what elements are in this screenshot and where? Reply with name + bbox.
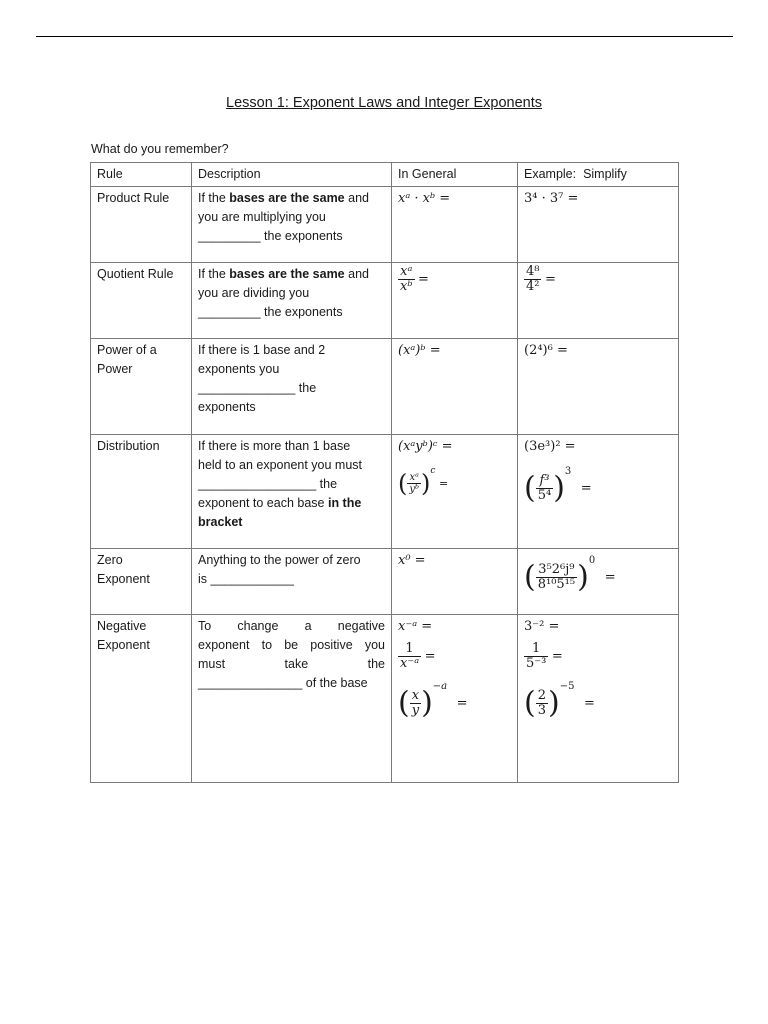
equals-sign: = <box>456 696 468 711</box>
description-line: exponents you <box>198 362 280 376</box>
exponent: 0 <box>588 555 596 566</box>
description-line: _________________ the <box>198 477 338 491</box>
rule-description <box>192 339 392 435</box>
general-formula <box>392 549 518 615</box>
bold-text: in the <box>327 496 362 510</box>
equals-sign: = <box>424 648 436 664</box>
text: If the <box>198 191 230 205</box>
description-line: _______________ of the base <box>198 676 368 690</box>
description-line: you are dividing you <box>198 286 310 300</box>
formula: 3⁴ · 3⁷ = <box>524 191 579 206</box>
rule-description <box>192 187 392 263</box>
equals-sign: = <box>583 696 595 711</box>
example-expression <box>518 263 679 339</box>
header-example-rest: Simplify <box>583 167 627 181</box>
fraction <box>524 265 541 294</box>
formula: 3⁻² = <box>524 619 560 634</box>
table-row <box>91 435 679 549</box>
equals-sign: = <box>418 271 429 287</box>
rule-name: Quotient Rule <box>91 263 192 339</box>
rule-name: Distribution <box>91 435 192 549</box>
denominator: 4² <box>526 279 540 294</box>
right-paren: ) <box>421 685 433 721</box>
text: exponent to each base <box>198 496 328 510</box>
rule-description <box>192 615 392 783</box>
rule-name-line: Zero <box>97 553 123 567</box>
right-paren: ) <box>577 559 589 595</box>
numerator: 2 <box>537 688 546 704</box>
fraction <box>398 265 415 294</box>
example-expression <box>518 435 679 549</box>
table-row <box>91 549 679 615</box>
numerator: 1 <box>398 642 421 657</box>
formula: (xᵃyᵇ)ᶜ = <box>398 439 453 454</box>
exponent: 3 <box>564 466 572 477</box>
exponent: −a <box>432 681 448 692</box>
rule-name-line: Power of a <box>97 343 157 357</box>
right-paren: ) <box>548 685 560 721</box>
rule-description <box>192 549 392 615</box>
table-header-row <box>91 163 679 187</box>
right-paren: ) <box>553 470 565 506</box>
example-expression <box>518 187 679 263</box>
numerator: xᵃ <box>398 265 415 280</box>
equals-sign: = <box>580 481 592 496</box>
rule-name-line: Exponent <box>97 572 150 586</box>
table-row <box>91 263 679 339</box>
description-line: If there is more than 1 base <box>198 439 351 453</box>
formula <box>398 642 511 671</box>
exponent: −5 <box>559 681 575 692</box>
example-expression <box>518 615 679 783</box>
description-line: you are multiplying you <box>198 210 326 224</box>
left-paren: ( <box>524 470 536 506</box>
description-line: If there is 1 base and 2 <box>198 343 326 357</box>
general-formula <box>392 187 518 263</box>
example-expression <box>518 549 679 615</box>
fraction <box>398 642 421 671</box>
numerator: f³ <box>536 474 553 489</box>
description-line: must take the <box>198 657 385 671</box>
fraction <box>536 563 577 592</box>
table-row <box>91 615 679 783</box>
bold-text: bases are the same <box>229 191 345 205</box>
denominator: xᵇ <box>400 279 413 294</box>
general-formula <box>392 263 518 339</box>
description-line: exponents <box>198 400 256 414</box>
description-line: To change a negative <box>198 619 385 633</box>
left-paren: ( <box>398 685 410 721</box>
denominator: 3 <box>537 703 546 719</box>
formula: (3e³)² = <box>524 439 576 454</box>
rule-description <box>192 263 392 339</box>
denominator: 5⁻³ <box>526 656 547 671</box>
exponent: c <box>430 466 436 476</box>
denominator: x⁻ᵃ <box>400 656 420 671</box>
description-line: is ____________ <box>198 572 294 586</box>
right-paren: ) <box>421 469 431 498</box>
formula: xᵃ · xᵇ = <box>398 191 451 206</box>
bold-text: bases are the same <box>229 267 345 281</box>
fraction <box>410 689 421 718</box>
denominator: 8¹⁰5¹⁵ <box>537 577 576 593</box>
table-row <box>91 187 679 263</box>
page-title: Lesson 1: Exponent Laws and Integer Exponents <box>226 95 542 111</box>
description-line: ______________ the <box>198 381 317 395</box>
header-rule <box>36 36 733 37</box>
left-paren: ( <box>398 469 408 498</box>
description-line <box>198 513 385 532</box>
formula <box>524 642 672 671</box>
description-line <box>198 265 385 284</box>
left-paren: ( <box>524 685 536 721</box>
equals-sign: = <box>544 271 556 287</box>
description-line <box>198 494 385 513</box>
description-line: Anything to the power of zero <box>198 553 361 567</box>
description-line: _________ the exponents <box>198 229 343 243</box>
denominator: y <box>411 703 420 719</box>
formula: (xᵃ)ᵇ = <box>398 343 441 358</box>
denominator: yᵇ <box>409 484 420 496</box>
numerator: 1 <box>524 642 548 657</box>
header-example-label: Example: <box>524 167 577 181</box>
rule-name-line: Exponent <box>97 638 150 652</box>
formula: x⁰ = <box>398 553 426 568</box>
fraction <box>536 689 548 718</box>
general-formula <box>392 615 518 783</box>
text: and <box>344 191 369 205</box>
exponent-laws-table <box>90 162 679 783</box>
equals-sign: = <box>604 570 616 585</box>
text: and <box>344 267 369 281</box>
formula <box>524 677 672 719</box>
rule-name <box>91 339 192 435</box>
table-row <box>91 339 679 435</box>
header-description: Description <box>192 163 392 187</box>
rule-name-line: Power <box>97 362 133 376</box>
description-line: held to an exponent you must <box>198 458 363 472</box>
rule-name-line: Negative <box>97 619 147 633</box>
description-line <box>198 189 385 208</box>
numerator: 4⁸ <box>526 264 540 279</box>
fraction <box>407 472 421 495</box>
denominator: 5⁴ <box>537 488 552 504</box>
formula: x⁻ᵃ = <box>398 619 433 634</box>
rule-description <box>192 435 392 549</box>
left-paren: ( <box>524 559 536 595</box>
general-formula <box>392 435 518 549</box>
numerator: xᵃ <box>407 472 421 484</box>
rule-name <box>91 549 192 615</box>
text: If the <box>198 267 230 281</box>
equals-sign: = <box>438 477 449 490</box>
formula <box>524 462 672 504</box>
fraction <box>524 642 548 671</box>
general-formula <box>392 339 518 435</box>
description-line: exponent to be positive you <box>198 638 385 652</box>
numerator: 3⁵2⁶j⁹ <box>536 563 577 578</box>
rule-name <box>91 615 192 783</box>
header-example <box>518 163 679 187</box>
header-general: In General <box>392 163 518 187</box>
intro-text: What do you remember? <box>91 142 229 156</box>
numerator: x <box>410 689 421 704</box>
description-line: _________ the exponents <box>198 305 343 319</box>
equals-sign: = <box>551 648 563 664</box>
header-rule: Rule <box>91 163 192 187</box>
formula <box>398 677 511 719</box>
formula: (2⁴)⁶ = <box>524 343 568 358</box>
rule-name: Product Rule <box>91 187 192 263</box>
formula <box>398 462 511 496</box>
example-expression <box>518 339 679 435</box>
fraction <box>536 474 553 503</box>
bold-text: bracket <box>198 515 243 529</box>
